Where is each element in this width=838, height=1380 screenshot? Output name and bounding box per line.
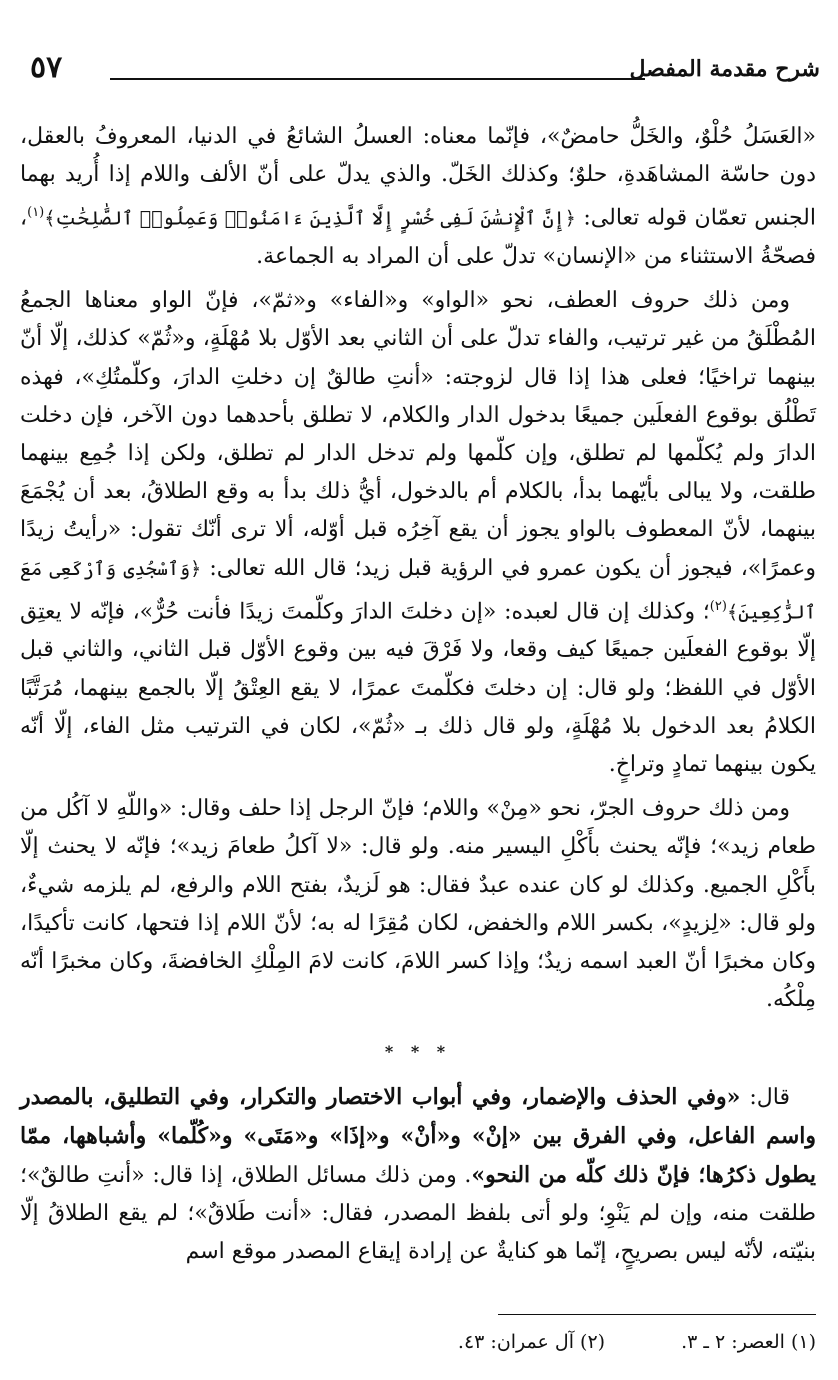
paragraph-1-text-a: «العَسَلُ حُلْوٌ، والخَلُّ حامضٌ»، فإنّما معناه: العسلُ الشائعُ في الدنيا، المعروفُ بالعقل، دون حاسّة المشاهَدةِ، حلوٌ؛ وكذلك الخَلّ. والذي يدلّ على أنّ الألف واللام إذا أُريد بهما الجنس تعمّان قوله تعالى: <box>20 124 816 231</box>
footnote-1: (١) العصر: ٢ ـ ٣. <box>681 1331 816 1353</box>
paragraph-2-text-b: ؛ وكذلك إن قال لعبده: «إن دخلتَ الدارَ وكلّمتَ زيدًا فأنت حُرٌّ»، فإنّه لا يعتِق إلّا بوقوع الفعلَين جميعًا كيف وقعا، ولا فَرْقَ فيه بين وقوع الأوّل قبل الثاني، والثاني قبل الأوّل في اللفظ؛ ولو قال: إن دخلتَ فكلّمتَ عمرًا، لا يقع العِتْقُ إلّا بالجمع بينهما، مُرَتَّبًا الكلامُ بعد الدخول بلا مُهْلَةٍ، ولو قال ذلك بـ «ثُمّ»، لكان في الترتيب مثل الفاء، إلّا أنّه يكون بينهما تمادٍ وتراخٍ. <box>20 599 816 777</box>
footnote-rule <box>498 1314 816 1315</box>
paragraph-2-text-a: ومن ذلك حروف العطف، نحو «الواو» و«الفاء» و«ثمّ»، فإنّ الواو معناها الجمعُ المُطْلَقُ من غير ترتيب، والفاء تدلّ على أن الثاني بعد الأوّل بلا مُهْلَةٍ، و«ثُمّ» كذلك، إلّا أنّ بينهما تراخيًا؛ فعلى هذا إذا قال لزوجته: «أنتِ طالقٌ إن دخلتِ الدارَ، وكلّمتُكِ»، فهذه تَطْلُق بوقوع الفعلَين جميعًا بدخول الدار والكلام، لا تطلق بأحدهما دون الآخر، فإن دخلت الدارَ ولم يُكلّمها لم تطلق، وإن كلّمها ولم تدخل الدار لم تطلق، ولكن إذا جُمِع بينهما طلقت، ولا يبالى بأيّهما بدأ، بالكلام أم بالدخول، أيُّ ذلك بدأ به وقع الطلاقُ، بعد أن يُجْمَعَ بينهما، لأنّ المعطوف بالواو يجوز أن يقع آخِرُه قبل أوّله، ألا ترى أنّك تقول: «رأيتُ زيدًا وعمرًا»، فيجوز أن يكون عمرو في الرؤية قبل زيد؛ قال الله تعالى: <box>20 288 816 581</box>
running-title: شرح مقدمة المفصل <box>629 56 820 82</box>
section-separator: * * * <box>384 1042 452 1062</box>
quran-verse-1: ﴿إِنَّ ٱلْإِنسَٰنَ لَفِى خُسْرٍ إِلَّا ٱلَّذِينَ ءَامَنُوا۟ وَعَمِلُوا۟ ٱلصَّٰلِحَٰتِ﴾ <box>44 207 576 230</box>
footnote-ref-2: (٢) <box>709 598 727 614</box>
paragraph-1-text-b: ، فصحّةُ الاستثناء من «الإنسان» تدلّ على أن المراد به الجماعة. <box>20 205 816 269</box>
paragraph-3-text: ومن ذلك حروف الجرّ، نحو «مِنْ» واللام؛ فإنّ الرجل إذا حلف وقال: «واللّهِ لا آكُل من طعام زيد»؛ فإنّه يحنث بأَكْلِ اليسير منه. ولو قال: «لا آكلُ طعامَ زيد»؛ فإنّه لا يحنث إلّا بأَكْلِ الجميع. وكذلك لو كان عنده عبدٌ فقال: هو لَزيدٌ، بفتح اللام والرفع، لم يلزمه شيءٌ، ولو قال: «لِزيدٍ»، بكسر اللام والخفض، لكان مُقِرًا له به؛ لأنّ اللام إذا فتحها، كانت تأكيدًا، وكان مخبرًا أنّ العبد اسمه زيدٌ؛ وإذا كسر اللامَ، كانت لامَ المِلْكِ الخافضةَ، وكان مخبرًا أنّه مِلْكُه. <box>20 796 816 1013</box>
footnotes <box>20 1328 816 1356</box>
paragraph-2 <box>20 282 816 784</box>
running-header <box>30 50 820 90</box>
quran-verse-2: ﴿وَٱسْجُدِى وَٱرْكَعِى مَعَ ٱلرَّٰكِعِينَ﴾ <box>20 557 816 624</box>
paragraph-3 <box>20 790 816 1019</box>
paragraph-1 <box>20 118 816 276</box>
footnote-2: (٢) آل عمران: ٤٣. <box>457 1331 606 1353</box>
paragraph-4 <box>20 1078 816 1272</box>
paragraph-4-intro: قال: <box>740 1084 791 1110</box>
header-rule <box>110 78 645 80</box>
page-number: ٥٧ <box>30 50 63 85</box>
footnote-ref-1: (١) <box>27 205 45 221</box>
main-text <box>20 118 816 1272</box>
quoted-bold-text: «وفي الحذف والإضمار، وفي أبواب الاختصار والتكرار، وفي التطليق، بالمصدر واسم الفاعل، وفي الفرق بين «إنْ» و«أنْ» و«إذَا» و«مَتَى» و«كُلّما» وأشباهها، ممّا يطول ذكرُها؛ فإنّ ذلك كلّه من النحو» <box>20 1083 817 1188</box>
paragraph-4-text: . ومن ذلك مسائل الطلاق، إذا قال: «أنتِ طالقٌ»؛ طلقت منه، وإن لم يَنْوِ؛ ولو أتى بلفظ المصدر، فقال: «أنت طَلاقٌ»؛ لم يقع الطلاقُ إلّا بنيّته، لأنّه ليس بصريحٍ، إنّما هو كنايةٌ عن إرادة إيقاع المصدر موقع اسم <box>20 1162 817 1265</box>
